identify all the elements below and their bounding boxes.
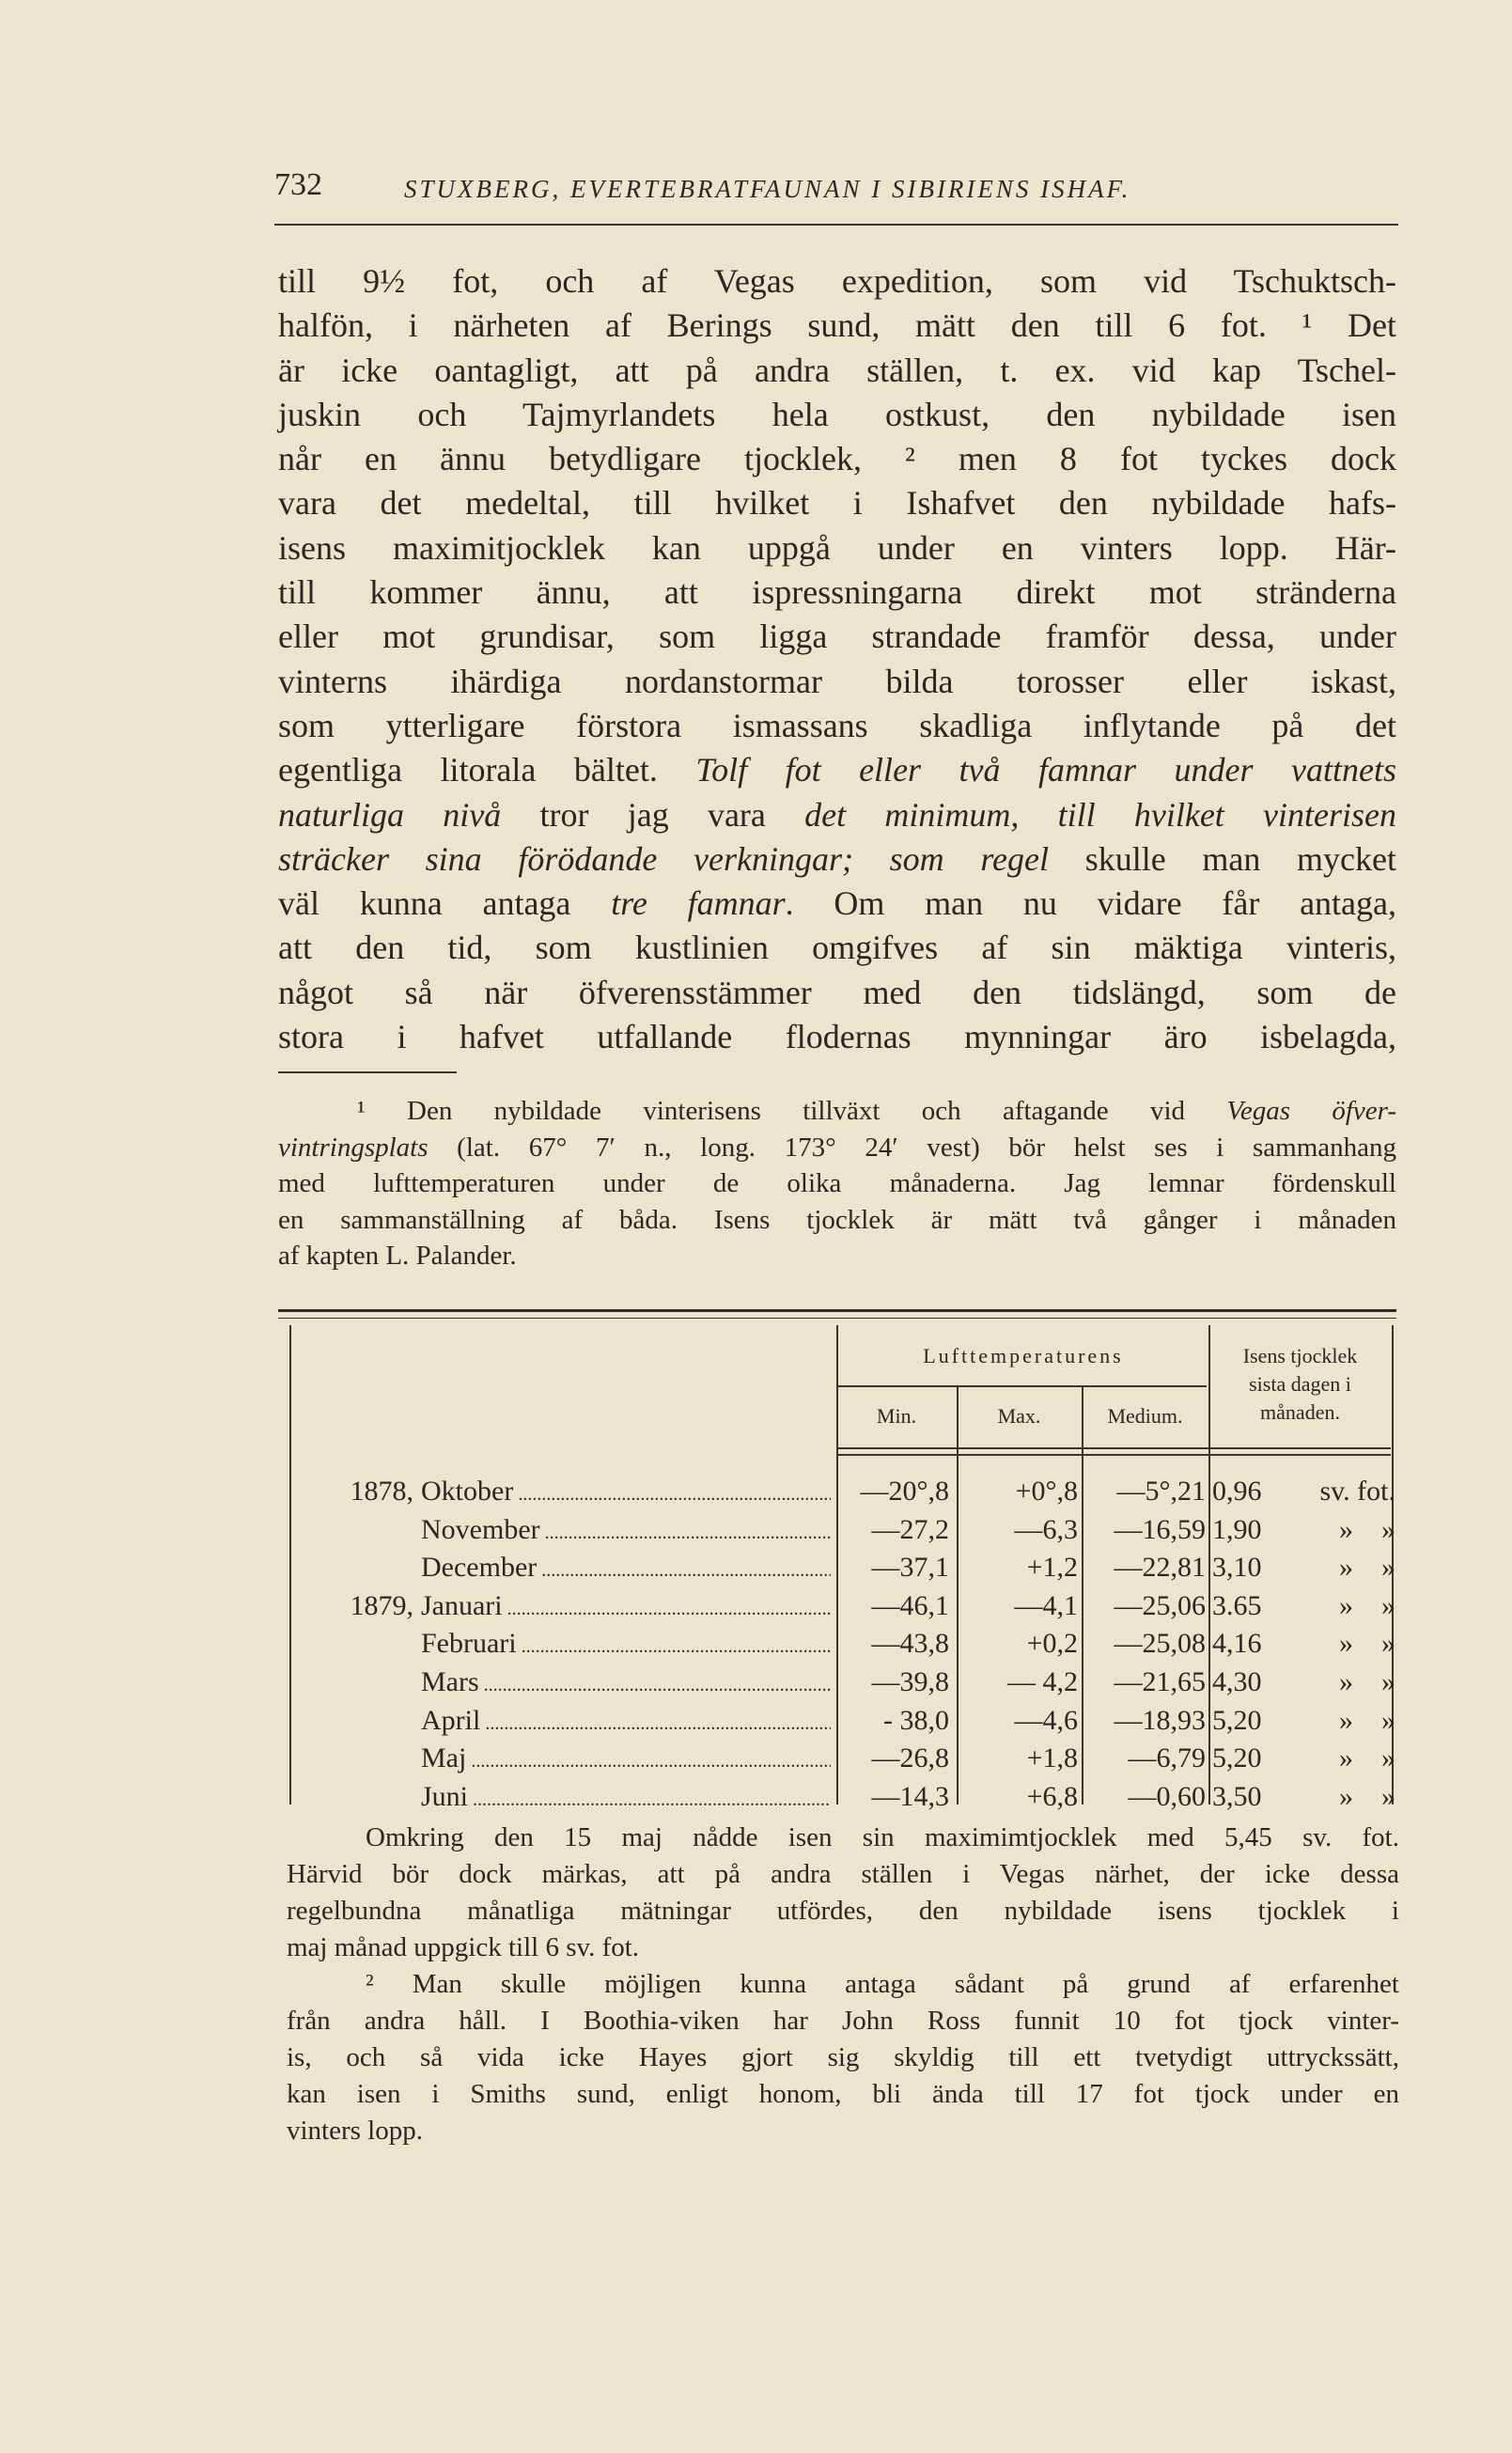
max-cell: —6,3 (1014, 1513, 1078, 1545)
text-segment: väl kunna antaga (278, 884, 612, 923)
text-line (287, 2076, 1399, 2113)
medium-cell: —5°,21 (1116, 1476, 1206, 1507)
header-rule (838, 1454, 1391, 1456)
text-segment: skulle man mycket (1049, 839, 1396, 878)
text-line (278, 1238, 1396, 1274)
col-header-medium: Medium. (1107, 1404, 1183, 1428)
text-line (278, 882, 1396, 926)
min-cell: —39,8 (871, 1666, 949, 1697)
text-segment: något så när öfverensstämmer med den tidslängd, som de (278, 973, 1396, 1011)
max-cell: —4,6 (1014, 1704, 1078, 1736)
text-segment: är icke oantagligt, att på andra ställen, t. ex. vid kap Tschel- (278, 351, 1396, 389)
text-segment: juskin och Tajmyrlandets hela ostkust, den nybildade isen (278, 395, 1396, 433)
medium-cell: —21,65 (1114, 1666, 1206, 1697)
text-line (278, 1015, 1396, 1059)
text-line (278, 793, 1396, 837)
month-cell: Juni ..... (421, 1781, 831, 1813)
text-segment: isens maximitjocklek kan uppgå under en vinters lopp. Här- (278, 528, 1396, 567)
min-cell: —46,1 (871, 1589, 949, 1621)
unit-cell: » » (1339, 1552, 1395, 1584)
col-header-ice-line: sista dagen i (1249, 1372, 1351, 1396)
unit-cell: sv. fot. (1319, 1476, 1395, 1507)
month-cell: Oktober ..... (421, 1476, 831, 1508)
italic-text: det minimum, till hvilket vinterisen (804, 795, 1397, 834)
col-header-max: Max. (997, 1404, 1041, 1428)
text-line (278, 926, 1396, 970)
table-rule-top-thin (278, 1318, 1396, 1319)
running-title: STUXBERG, EVERTEBRATFAUNAN I SIBIRIENS ISHAF. (404, 175, 1131, 203)
col-header-ice (1208, 1342, 1392, 1427)
table-row (282, 1742, 1396, 1780)
max-cell: +0°,8 (1015, 1476, 1078, 1507)
group-header-rule (838, 1385, 1207, 1387)
ice-thickness-cell: 1,90 (1212, 1513, 1262, 1545)
min-cell: —37,1 (871, 1552, 949, 1584)
min-cell: —27,2 (871, 1513, 949, 1545)
text-segment: från andra håll. I Boothia-viken har John Ross funnit 10 fot tjock vinter- (287, 2006, 1399, 2036)
month-cell: December ..... (421, 1552, 831, 1584)
text-segment: vinterns ihärdiga nordanstormar bilda torosser eller iskast, (278, 662, 1396, 700)
text-segment: som ytterligare förstora ismassans skadliga inflytande på det (278, 706, 1396, 744)
ice-thickness-cell: 3.65 (1212, 1589, 1262, 1621)
ice-thickness-cell: 3,50 (1212, 1780, 1262, 1812)
text-line (278, 748, 1396, 792)
footnote-separator (278, 1071, 457, 1073)
unit-cell: » » (1339, 1704, 1395, 1736)
max-cell: +0,2 (1026, 1628, 1078, 1660)
unit-cell: » » (1339, 1666, 1395, 1697)
text-segment: vara det medeltal, till hvilket i Ishafvet den nybildade hafs- (278, 484, 1396, 523)
ice-thickness-cell: 0,96 (1212, 1476, 1262, 1507)
text-segment: stora i hafvet utfallande flodernas mynningar äro isbelagda, (278, 1018, 1396, 1056)
col-header-min: Min. (876, 1404, 917, 1428)
min-cell: - 38,0 (883, 1704, 949, 1736)
text-line (278, 1165, 1396, 1202)
month-cell: Februari ..... (421, 1628, 831, 1660)
text-segment: att den tid, som kustlinien omgifves af sin mäktiga vinteris, (278, 929, 1396, 967)
table-row (282, 1705, 1396, 1742)
text-segment: maj månad uppgick till 6 sv. fot. (287, 1932, 640, 1962)
table-row (282, 1590, 1396, 1628)
text-segment: når en ännu betydligare tjocklek, ² men 8 fot tyckes dock (278, 440, 1396, 478)
text-line (278, 971, 1396, 1015)
text-segment: med lufttemperaturen under de olika månaderna. Jag lemnar fördenskull (278, 1168, 1396, 1198)
max-cell: — 4,2 (1007, 1666, 1078, 1697)
text-line (278, 615, 1396, 659)
text-line (287, 2003, 1399, 2039)
header-rule (274, 224, 1398, 226)
header-rule (838, 1447, 1391, 1449)
text-line (278, 660, 1396, 704)
ice-thickness-cell: 5,20 (1212, 1704, 1262, 1736)
body-text (278, 259, 1396, 1059)
table-rule-top (278, 1309, 1396, 1312)
month-cell: Mars ..... (421, 1666, 831, 1698)
italic-text: Vegas öfver- (1226, 1096, 1396, 1126)
month-cell: Maj ..... (421, 1742, 831, 1774)
text-line (278, 393, 1396, 437)
text-line (278, 481, 1396, 525)
col-header-ice-line: månaden. (1260, 1400, 1340, 1424)
text-line (287, 1893, 1399, 1930)
text-segment: ² Man skulle möjligen kunna antaga sådant på grund af erfarenhet (366, 1969, 1399, 1999)
text-line (287, 1966, 1399, 2003)
text-segment: tror jag vara (501, 795, 805, 834)
text-segment: (lat. 67° 7′ n., long. 173° 24′ vest) bör helst ses i sammanhang (428, 1132, 1396, 1163)
unit-cell: » » (1339, 1780, 1395, 1812)
table-row (282, 1628, 1396, 1665)
medium-cell: —25,08 (1114, 1628, 1206, 1660)
italic-text: sträcker sina förödande verkningar; som regel (278, 839, 1049, 878)
text-segment: vinters lopp. (287, 2116, 423, 2146)
italic-text: vintringsplats (278, 1132, 429, 1163)
month-cell: November ..... (421, 1514, 831, 1546)
text-segment: Härvid bör dock märkas, att på andra ställen i Vegas närhet, der icke dessa (287, 1859, 1399, 1889)
footnote-1 (278, 1093, 1396, 1274)
text-line (278, 349, 1396, 393)
text-segment: eller mot grundisar, som ligga strandade framför dessa, under (278, 617, 1396, 656)
text-line (278, 1202, 1396, 1239)
unit-cell: » » (1339, 1742, 1395, 1774)
text-segment: regelbundna månatliga mätningar utfördes, den nybildade isens tjocklek i (287, 1896, 1399, 1926)
medium-cell: —25,06 (1114, 1589, 1206, 1621)
italic-text: Tolf fot eller två famnar under vattnets (695, 751, 1396, 789)
max-cell: +1,8 (1026, 1742, 1078, 1774)
ice-thickness-cell: 3,10 (1212, 1552, 1262, 1584)
text-segment: till 9½ fot, och af Vegas expedition, som vid Tschuktsch- (278, 262, 1396, 300)
medium-cell: —16,59 (1114, 1513, 1206, 1545)
text-line (287, 1856, 1399, 1893)
table-row (282, 1514, 1396, 1552)
unit-cell: » » (1339, 1513, 1395, 1545)
min-cell: —20°,8 (860, 1476, 949, 1507)
text-line (287, 2113, 1399, 2149)
text-segment: is, och så vida icke Hayes gjort sig skyldig till ett tvetydigt uttryckssätt, (287, 2042, 1399, 2072)
page-number: 732 (274, 167, 322, 202)
year-cell: 1879, (350, 1589, 413, 1621)
table-row (282, 1781, 1396, 1819)
table-row (282, 1552, 1396, 1589)
text-segment: kan isen i Smiths sund, enligt honom, bli ända till 17 fot tjock under en (287, 2079, 1399, 2109)
italic-text: naturliga nivå (278, 795, 502, 834)
min-cell: —14,3 (871, 1780, 949, 1812)
medium-cell: —6,79 (1128, 1742, 1206, 1774)
table-row (282, 1476, 1396, 1513)
ice-thickness-cell: 5,20 (1212, 1742, 1262, 1774)
text-line (278, 526, 1396, 570)
unit-cell: » » (1339, 1589, 1395, 1621)
text-segment: egentliga litorala bältet. (278, 751, 696, 789)
text-line (278, 304, 1396, 348)
text-line (278, 704, 1396, 748)
italic-text: tre famnar (611, 884, 786, 923)
text-segment: . Om man nu vidare får antaga, (785, 884, 1397, 923)
text-line (278, 570, 1396, 615)
text-line (287, 2039, 1399, 2076)
text-segment: en sammanställning af båda. Isens tjocklek är mätt två gånger i månaden (278, 1204, 1396, 1235)
min-cell: —26,8 (871, 1742, 949, 1774)
month-cell: April ..... (421, 1705, 831, 1737)
ice-thickness-cell: 4,16 (1212, 1628, 1262, 1660)
text-segment: ¹ Den nybildade vinterisens tillväxt och aftagande vid (357, 1096, 1227, 1126)
text-line (278, 837, 1396, 882)
text-line (278, 259, 1396, 304)
group-header: Lufttemperaturens (923, 1344, 1124, 1367)
text-line (278, 437, 1396, 481)
min-cell: —43,8 (871, 1628, 949, 1660)
unit-cell: » » (1339, 1628, 1395, 1660)
max-cell: +6,8 (1026, 1780, 1078, 1812)
month-cell: Januari ..... (421, 1590, 831, 1622)
medium-cell: —18,93 (1114, 1704, 1206, 1736)
ice-thickness-cell: 4,30 (1212, 1666, 1262, 1697)
max-cell: +1,2 (1026, 1552, 1078, 1584)
table-notes (287, 1820, 1399, 2149)
text-line (278, 1093, 1396, 1130)
table-row (282, 1666, 1396, 1704)
text-segment: Omkring den 15 maj nådde isen sin maximimtjocklek med 5,45 sv. fot. (366, 1822, 1399, 1852)
medium-cell: —0,60 (1128, 1780, 1206, 1812)
text-line (287, 1820, 1399, 1856)
text-line (278, 1130, 1396, 1166)
text-segment: af kapten L. Palander. (278, 1241, 517, 1271)
text-segment: till kommer ännu, att ispressningarna direkt mot stränderna (278, 573, 1396, 612)
medium-cell: —22,81 (1114, 1552, 1206, 1584)
year-cell: 1878, (350, 1476, 413, 1507)
text-segment: halfön, i närheten af Berings sund, mätt den till 6 fot. ¹ Det (278, 306, 1396, 345)
text-line (287, 1930, 1399, 1966)
max-cell: —4,1 (1014, 1589, 1078, 1621)
col-header-ice-line: Isens tjocklek (1242, 1344, 1358, 1367)
